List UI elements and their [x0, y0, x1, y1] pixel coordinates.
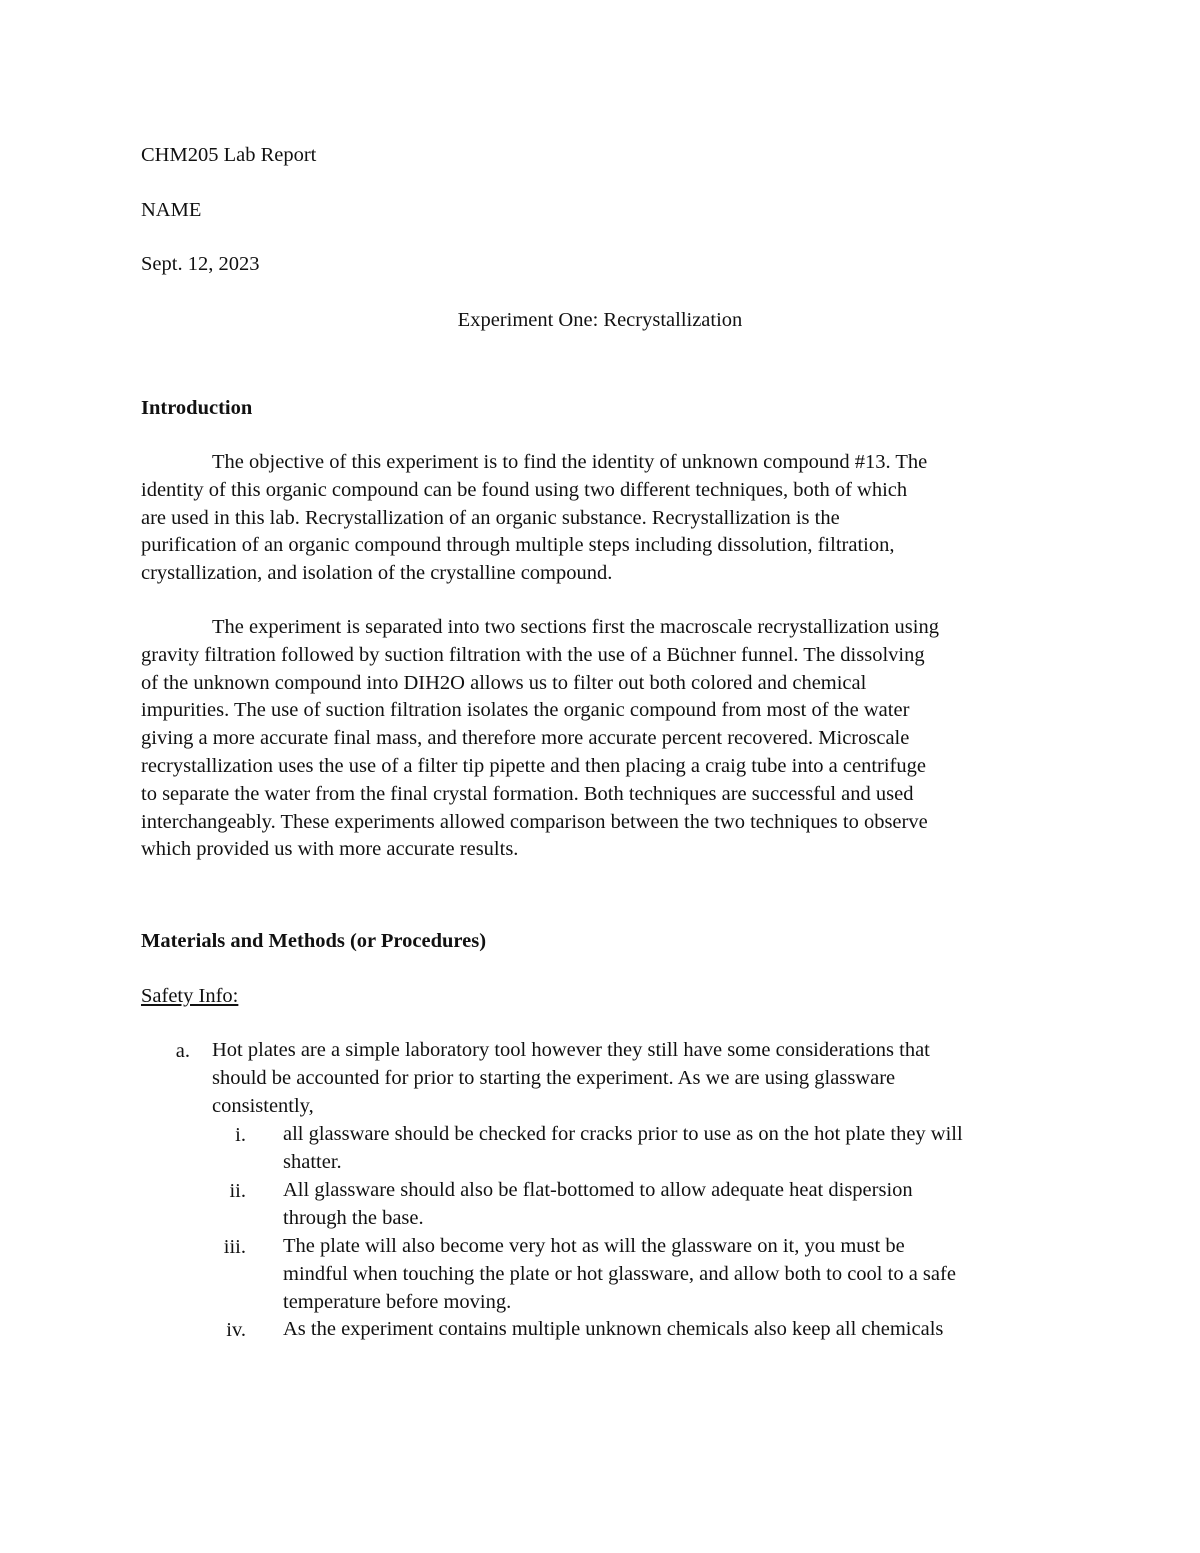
sub-item-iv	[283, 1316, 943, 1344]
report-date: Sept. 12, 2023	[141, 253, 260, 275]
list-marker-iv: iv.	[226, 1319, 246, 1341]
paragraph-line: crystallization, and isolation of the crystalline compound.	[141, 562, 613, 585]
sub-item-i	[283, 1121, 963, 1177]
paragraph-line: are used in this lab. Recrystallization of an organic substance. Recrystallization is the	[141, 506, 840, 529]
paragraph-line: interchangeably. These experiments allowed comparison between the two techniques to observe	[141, 810, 928, 833]
sub-item-iii	[283, 1233, 956, 1316]
list-marker-ii: ii.	[229, 1180, 246, 1202]
paragraph-line: gravity filtration followed by suction filtration with the use of a Büchner funnel. The dissolving	[141, 643, 925, 666]
paragraph-line: which provided us with more accurate results.	[141, 838, 519, 861]
list-item-line: temperature before moving.	[283, 1290, 512, 1313]
list-item-line: The plate will also become very hot as will the glassware on it, you must be	[283, 1235, 905, 1257]
student-name: NAME	[141, 199, 202, 221]
list-item-line: shatter.	[283, 1150, 342, 1173]
list-item-line: Hot plates are a simple laboratory tool however they still have some considerations that	[212, 1039, 930, 1061]
list-item-line: should be accounted for prior to starting the experiment. As we are using glassware	[212, 1066, 896, 1089]
list-item-line: all glassware should be checked for cracks prior to use as on the hot plate they will	[283, 1123, 963, 1145]
intro-paragraph-1	[141, 449, 927, 588]
course-line: CHM205 Lab Report	[141, 144, 317, 166]
paragraph-line: of the unknown compound into DIH2O allows us to filter out both colored and chemical	[141, 671, 867, 694]
paragraph-line: purification of an organic compound through multiple steps including dissolution, filtration,	[141, 534, 895, 557]
list-item-a	[212, 1037, 930, 1120]
list-marker-iii: iii.	[223, 1236, 246, 1258]
list-item-line: through the base.	[283, 1206, 424, 1229]
list-item-line: mindful when touching the plate or hot glassware, and allow both to cool to a safe	[283, 1262, 956, 1285]
list-item-line: All glassware should also be flat-bottomed to allow adequate heat dispersion	[283, 1179, 913, 1201]
list-marker-a: a.	[175, 1040, 190, 1062]
intro-paragraph-2	[141, 614, 939, 864]
paragraph-line: recrystallization uses the use of a filter tip pipette and then placing a craig tube into a centrifuge	[141, 754, 926, 777]
experiment-title: Experiment One: Recrystallization	[457, 309, 743, 331]
paragraph-line: The experiment is separated into two sections first the macroscale recrystallization using	[212, 616, 939, 638]
paragraph-line: impurities. The use of suction filtration isolates the organic compound from most of the water	[141, 699, 910, 722]
list-item-line: consistently,	[212, 1094, 314, 1117]
materials-heading: Materials and Methods (or Procedures)	[141, 930, 487, 952]
paragraph-line: identity of this organic compound can be found using two different techniques, both of which	[141, 478, 908, 501]
sub-item-ii	[283, 1177, 913, 1233]
list-item-line: As the experiment contains multiple unknown chemicals also keep all chemicals	[283, 1318, 944, 1340]
safety-info-label: Safety Info:	[141, 985, 239, 1007]
introduction-heading: Introduction	[141, 397, 253, 419]
paragraph-line: to separate the water from the final crystal formation. Both techniques are successful and used	[141, 782, 914, 805]
list-marker-i: i.	[235, 1124, 246, 1146]
paragraph-line: The objective of this experiment is to find the identity of unknown compound #13. The	[212, 451, 928, 473]
paragraph-line: giving a more accurate final mass, and therefore more accurate percent recovered. Microscale	[141, 727, 910, 750]
